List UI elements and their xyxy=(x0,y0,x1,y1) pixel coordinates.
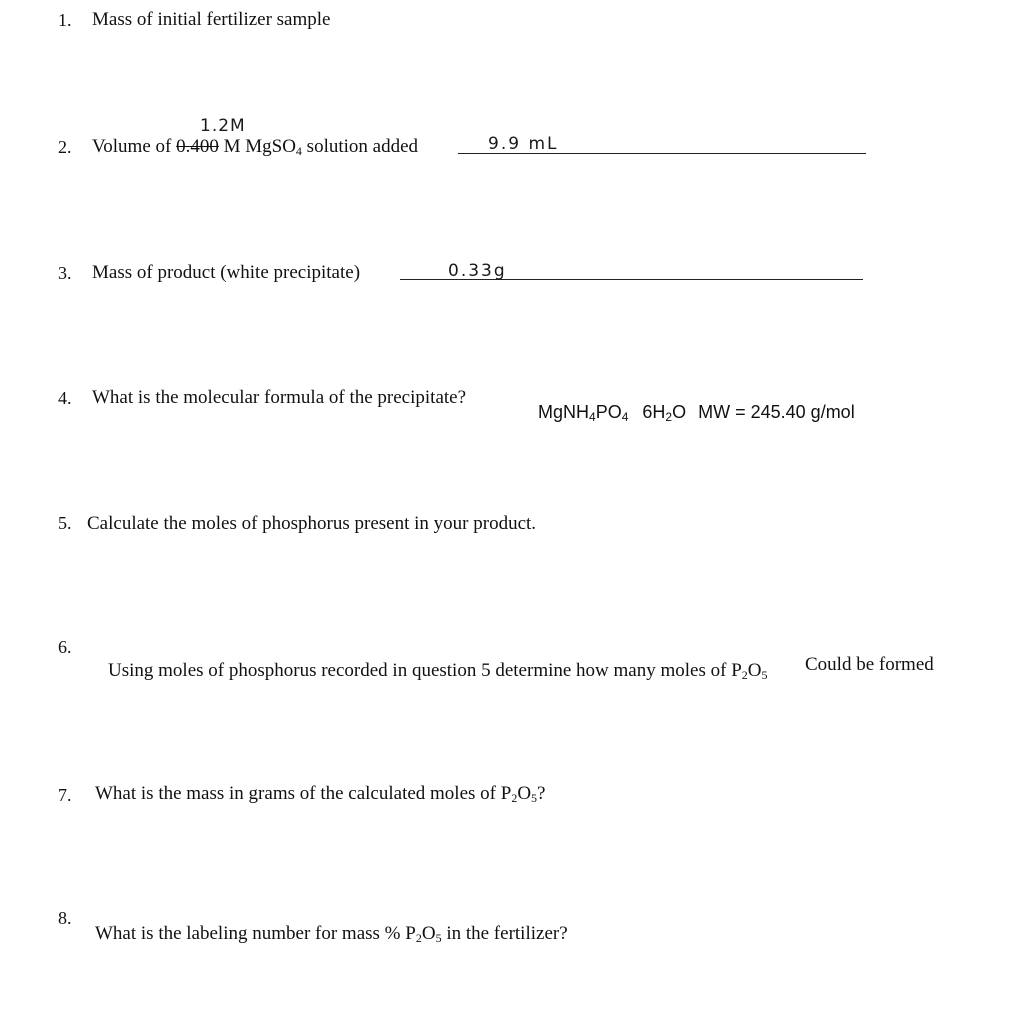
item-7-text xyxy=(95,782,545,806)
item-8-text-b: O xyxy=(421,923,436,944)
item-6-sub-a: 2 xyxy=(741,668,748,682)
item-2-answer-line xyxy=(458,153,866,154)
item-2-prefix: Volume of xyxy=(92,136,177,157)
item-1-number: 1. xyxy=(58,10,72,30)
formula-sub-c: 2 xyxy=(665,410,673,424)
item-7-number: 7. xyxy=(58,785,72,805)
item-4-number: 4. xyxy=(58,388,72,408)
item-4-formula xyxy=(538,400,855,424)
item-6-text-c: Could be formed xyxy=(805,654,934,675)
item-4-text: What is the molecular formula of the precipitate? xyxy=(92,387,467,408)
item-2-handwritten-correction: 1.2M xyxy=(200,116,246,136)
item-8-sub-a: 2 xyxy=(415,931,422,945)
item-8-number: 8. xyxy=(58,908,72,928)
item-6-formula-b: O xyxy=(747,660,762,681)
item-7-text-b: O xyxy=(517,783,532,804)
item-2-handwritten-answer: 9.9 mL xyxy=(488,134,559,154)
item-7-sub-a: 2 xyxy=(511,791,518,805)
item-6-question-ref: 5 xyxy=(481,660,491,681)
item-6-number: 6. xyxy=(58,637,72,657)
formula-sub-b: 4 xyxy=(621,410,629,424)
item-2-struck-value: 0.400 xyxy=(176,136,219,157)
item-8-text xyxy=(95,922,568,946)
formula-part-d: O xyxy=(672,402,687,422)
item-2-middle: M MgSO xyxy=(218,136,296,157)
item-1-text: Mass of initial fertilizer sample xyxy=(92,9,331,30)
item-6-text-b: determine how many moles of xyxy=(490,660,732,681)
item-6-text-a: Using moles of phosphorus recorded in question xyxy=(108,660,482,681)
item-6-sub-b: 5 xyxy=(761,668,768,682)
item-6-formula-a: P xyxy=(731,660,742,681)
formula-part-c: 6H xyxy=(642,402,666,422)
formula-sub-a: 4 xyxy=(589,410,596,424)
formula-part-a: MgNH xyxy=(538,402,590,422)
item-5-number: 5. xyxy=(58,513,72,533)
item-3-text: Mass of product (white precipitate) xyxy=(92,262,361,283)
item-8-sub-b: 5 xyxy=(435,931,442,945)
item-2-text xyxy=(92,135,418,159)
item-7-text-a: What is the mass in grams of the calculated moles of P xyxy=(95,783,512,804)
item-2-sub: 4 xyxy=(295,144,302,158)
formula-part-b: PO xyxy=(595,402,622,422)
item-3-handwritten-answer: 0.33g xyxy=(448,261,507,281)
item-7-sub-b: 5 xyxy=(531,791,538,805)
item-2-suffix: solution added xyxy=(301,136,419,157)
item-7-text-c: ? xyxy=(537,783,546,804)
item-5-text: Calculate the moles of phosphorus present in your product. xyxy=(87,513,537,534)
formula-molar-mass: MW = 245.40 g/mol xyxy=(698,402,855,422)
item-3-answer-line xyxy=(400,279,863,280)
item-8-text-c: in the fertilizer? xyxy=(441,923,568,944)
item-3-number: 3. xyxy=(58,263,72,283)
item-2-number: 2. xyxy=(58,137,72,157)
item-8-text-a: What is the labeling number for mass % P xyxy=(95,923,416,944)
item-6-text xyxy=(108,659,768,683)
